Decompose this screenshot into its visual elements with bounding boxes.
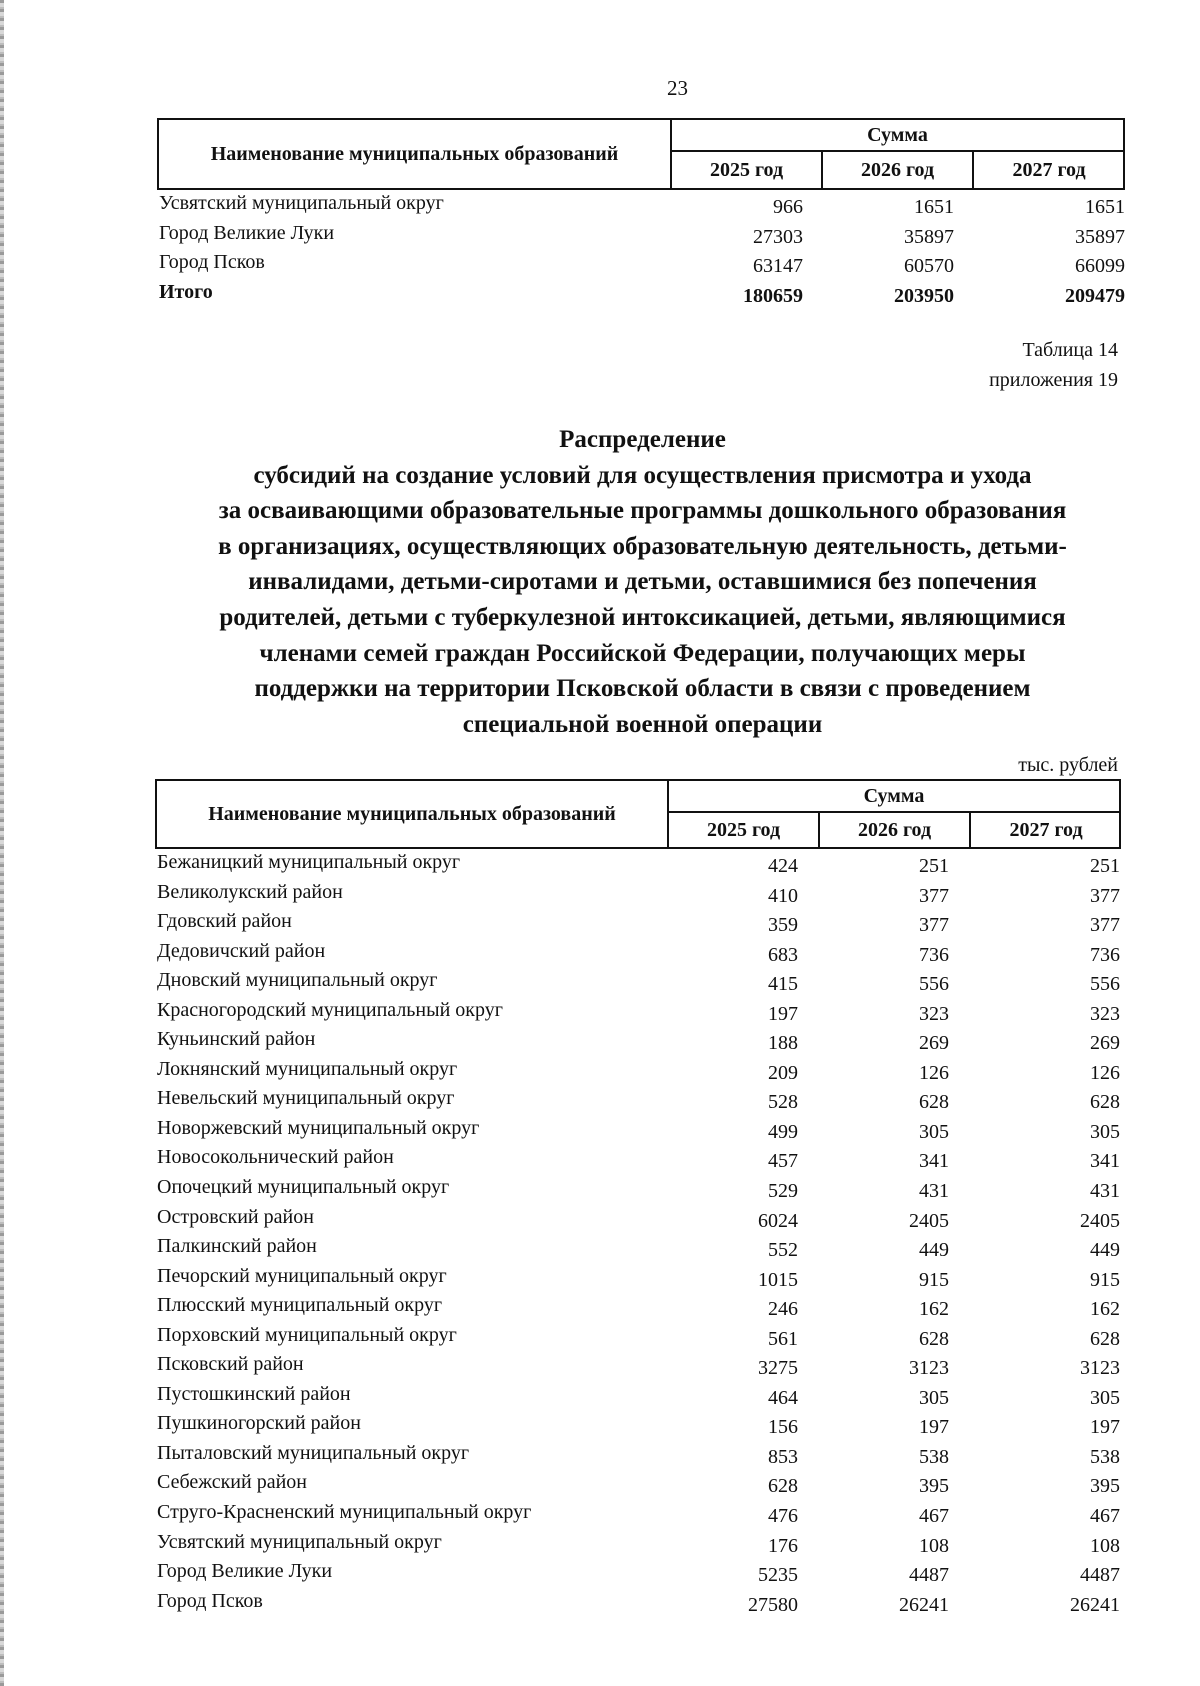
municipality-name: Палкинский район: [157, 1235, 317, 1258]
table-row: [155, 1558, 1121, 1588]
municipality-name: Пушкиногорский район: [157, 1412, 361, 1435]
value-2025: 415: [768, 973, 798, 996]
value-2027: 305: [1090, 1120, 1120, 1143]
value-2025: 5235: [758, 1564, 798, 1587]
value-2027: 197: [1090, 1416, 1120, 1439]
municipality-name: Новосокольнический район: [157, 1146, 394, 1169]
table-row: [155, 1381, 1121, 1411]
value-2026: 126: [919, 1061, 949, 1084]
value-2027: 736: [1090, 943, 1120, 966]
municipality-name: Струго-Красненский муниципальный округ: [157, 1501, 532, 1524]
value-2026: 915: [919, 1268, 949, 1291]
table-row: [155, 938, 1121, 968]
header-name-column: Наименование муниципальных образований: [159, 120, 672, 188]
value-2027: 305: [1090, 1386, 1120, 1409]
value-2025: 27580: [748, 1593, 798, 1616]
value-2025: 188: [768, 1032, 798, 1055]
value-2026: 269: [919, 1032, 949, 1055]
value-2027: 449: [1090, 1239, 1120, 1262]
value-2027: 628: [1090, 1091, 1120, 1114]
title-line: поддержки на территории Псковской области в связи с проведением: [254, 675, 1031, 703]
value-2025: 424: [768, 855, 798, 877]
value-2026: 305: [919, 1386, 949, 1409]
municipality-name: Город Великие Луки: [157, 1560, 333, 1583]
table-row: [155, 1440, 1121, 1470]
value-2027: 377: [1090, 914, 1120, 937]
value-2027: 628: [1090, 1327, 1120, 1350]
municipality-name: Великолукский район: [157, 880, 343, 903]
header-year-2025: 2025 год: [669, 813, 820, 847]
value-2026: 3123: [909, 1357, 949, 1380]
title-line: членами семей граждан Российской Федерации, получающих меры: [259, 639, 1026, 667]
title-heading: Распределение: [559, 426, 726, 453]
value-2025: 499: [768, 1120, 798, 1143]
municipality-name: Пустошкинский район: [157, 1382, 351, 1405]
title-line: инвалидами, детьми-сиротами и детьми, оставшимися без попечения: [248, 568, 1037, 596]
municipality-name: Усвятский муниципальный округ: [157, 1530, 442, 1553]
municipality-name: Себежский район: [157, 1471, 307, 1494]
table-row: [155, 1174, 1121, 1204]
value-2027: 377: [1090, 884, 1120, 907]
table-body: [157, 190, 1125, 309]
municipality-name: Новоржевский муниципальный округ: [157, 1116, 480, 1139]
value-2026: 467: [919, 1505, 949, 1528]
value-2027: 467: [1090, 1505, 1120, 1528]
table-row: [155, 849, 1121, 879]
value-2026: 251: [919, 855, 949, 877]
municipality-name: Плюсский муниципальный округ: [157, 1294, 443, 1317]
value-2027: 2405: [1080, 1209, 1120, 1232]
value-2026: 162: [919, 1298, 949, 1321]
appendix-number: приложения 19: [989, 369, 1118, 391]
municipality-name: Бежаницкий муниципальный округ: [157, 851, 461, 873]
value-2027: 126: [1090, 1061, 1120, 1084]
value-2025: 1015: [758, 1268, 798, 1291]
total-row: [157, 279, 1125, 309]
total-2026: 203950: [894, 284, 954, 307]
value-2027: 251: [1090, 855, 1120, 877]
value-2027: 4487: [1080, 1564, 1120, 1587]
continued-table: [157, 118, 1125, 309]
value-2027: 162: [1090, 1298, 1120, 1321]
value-2026: 628: [919, 1091, 949, 1114]
municipality-name: Опочецкий муниципальный округ: [157, 1176, 450, 1199]
municipality-name: Куньинский район: [157, 1028, 316, 1051]
municipality-name: Островский район: [157, 1205, 314, 1228]
header-name-column: Наименование муниципальных образований: [157, 781, 669, 847]
title-line: родителей, детьми с туберкулезной интоксикацией, детьми, являющимися: [219, 603, 1066, 631]
value-2026: 4487: [909, 1564, 949, 1587]
title-line: специальной военной операции: [462, 710, 823, 738]
value-2027: 538: [1090, 1445, 1120, 1468]
value-2025: 209: [768, 1061, 798, 1084]
table-row: [155, 1410, 1121, 1440]
table-row: [157, 249, 1125, 279]
value-2027: 35897: [1075, 225, 1125, 248]
unit-label: тыс. рублей: [1018, 754, 1118, 776]
value-2027: 1651: [1085, 196, 1125, 218]
value-2026: 323: [919, 1002, 949, 1025]
table-row: [155, 908, 1121, 938]
value-2026: 197: [919, 1416, 949, 1439]
municipality-name: Порховский муниципальный округ: [157, 1323, 457, 1346]
municipality-name: Пыталовский муниципальный округ: [157, 1441, 470, 1464]
municipality-name: Печорский муниципальный округ: [157, 1264, 447, 1287]
table-row: [155, 1263, 1121, 1293]
value-2025: 464: [768, 1386, 798, 1409]
value-2026: 1651: [914, 196, 954, 218]
value-2026: 538: [919, 1445, 949, 1468]
scan-edge-artifact: [0, 0, 4, 1686]
value-2027: 556: [1090, 973, 1120, 996]
table-row: [155, 1588, 1121, 1618]
table-row: [155, 967, 1121, 997]
header-year-2026: 2026 год: [823, 152, 974, 188]
total-2027: 209479: [1065, 284, 1125, 307]
value-2026: 26241: [899, 1593, 949, 1616]
municipality-name: Гдовский район: [157, 910, 292, 933]
table-row: [155, 1115, 1121, 1145]
value-2027: 108: [1090, 1534, 1120, 1557]
total-2025: 180659: [743, 284, 803, 307]
value-2025: 528: [768, 1091, 798, 1114]
value-2025: 683: [768, 943, 798, 966]
value-2026: 377: [919, 884, 949, 907]
header-year-2025: 2025 год: [672, 152, 823, 188]
table-row: [155, 1085, 1121, 1115]
title-line: за осваивающими образовательные программы дошкольного образования: [218, 497, 1067, 525]
table-row: [155, 1233, 1121, 1263]
value-2025: 3275: [758, 1357, 798, 1380]
value-2025: 561: [768, 1327, 798, 1350]
header-year-2026: 2026 год: [820, 813, 971, 847]
municipality-name: Псковский район: [157, 1353, 304, 1376]
value-2025: 628: [768, 1475, 798, 1498]
municipality-name: Невельский муниципальный округ: [157, 1087, 455, 1110]
header-year-2027: 2027 год: [1012, 158, 1086, 181]
value-2026: 431: [919, 1180, 949, 1203]
total-label: Итого: [159, 280, 213, 303]
value-2027: 915: [1090, 1268, 1120, 1291]
municipality-name: Дедовичский район: [157, 939, 326, 962]
table-row: [155, 1499, 1121, 1529]
value-2026: 377: [919, 914, 949, 937]
title-line: в организациях, осуществляющих образовательную деятельность, детьми-: [218, 532, 1067, 560]
value-2025: 6024: [758, 1209, 798, 1232]
value-2026: 395: [919, 1475, 949, 1498]
table-body: [155, 849, 1121, 1617]
value-2025: 410: [768, 884, 798, 907]
value-2025: 197: [768, 1002, 798, 1025]
table-header: [155, 779, 1121, 849]
value-2025: 27303: [753, 225, 803, 248]
value-2025: 359: [768, 914, 798, 937]
value-2025: 529: [768, 1180, 798, 1203]
table-row: [157, 190, 1125, 220]
municipality-name: Город Псков: [159, 251, 265, 273]
value-2026: 556: [919, 973, 949, 996]
value-2025: 63147: [753, 255, 803, 277]
value-2027: 341: [1090, 1150, 1120, 1173]
value-2025: 246: [768, 1298, 798, 1321]
header-sum: Сумма: [672, 120, 1123, 152]
document-title: [140, 422, 1145, 742]
value-2027: 3123: [1080, 1357, 1120, 1380]
municipality-name: Усвятский муниципальный округ: [159, 192, 444, 214]
value-2025: 853: [768, 1445, 798, 1468]
table-row: [155, 879, 1121, 909]
municipality-name: Дновский муниципальный округ: [157, 969, 438, 992]
value-2025: 156: [768, 1416, 798, 1439]
value-2027: 395: [1090, 1475, 1120, 1498]
value-2026: 60570: [904, 255, 954, 277]
value-2025: 176: [768, 1534, 798, 1557]
value-2027: 66099: [1075, 255, 1125, 277]
table-reference: [989, 335, 1118, 395]
municipality-name: Город Великие Луки: [159, 221, 335, 244]
value-2026: 449: [919, 1239, 949, 1262]
value-2026: 108: [919, 1534, 949, 1557]
value-2026: 628: [919, 1327, 949, 1350]
table-header: [157, 118, 1125, 190]
header-sum: Сумма: [669, 781, 1119, 813]
table-row: [155, 1351, 1121, 1381]
value-2025: 552: [768, 1239, 798, 1262]
value-2026: 2405: [909, 1209, 949, 1232]
value-2025: 476: [768, 1505, 798, 1528]
title-line: субсидий на создание условий для осуществления присмотра и ухода: [253, 461, 1032, 489]
table-row: [155, 1529, 1121, 1559]
subsidy-table: [155, 779, 1121, 1617]
value-2026: 736: [919, 943, 949, 966]
value-2026: 35897: [904, 225, 954, 248]
table-number: Таблица 14: [1022, 339, 1118, 361]
municipality-name: Красногородский муниципальный округ: [157, 998, 503, 1021]
value-2027: 431: [1090, 1180, 1120, 1203]
municipality-name: Локнянский муниципальный округ: [157, 1057, 458, 1080]
value-2025: 457: [768, 1150, 798, 1173]
value-2027: 26241: [1070, 1593, 1120, 1616]
value-2026: 341: [919, 1150, 949, 1173]
table-row: [155, 1144, 1121, 1174]
table-row: [155, 997, 1121, 1027]
table-row: [155, 1292, 1121, 1322]
value-2025: 966: [773, 196, 803, 218]
value-2027: 269: [1090, 1032, 1120, 1055]
table-row: [157, 220, 1125, 250]
value-2027: 323: [1090, 1002, 1120, 1025]
header-year-2027: 2027 год: [1009, 818, 1083, 841]
table-row: [155, 1026, 1121, 1056]
municipality-name: Город Псков: [157, 1589, 263, 1612]
table-row: [155, 1056, 1121, 1086]
table-row: [155, 1469, 1121, 1499]
value-2026: 305: [919, 1120, 949, 1143]
page-number: 23: [667, 76, 688, 100]
table-row: [155, 1204, 1121, 1234]
table-row: [155, 1322, 1121, 1352]
